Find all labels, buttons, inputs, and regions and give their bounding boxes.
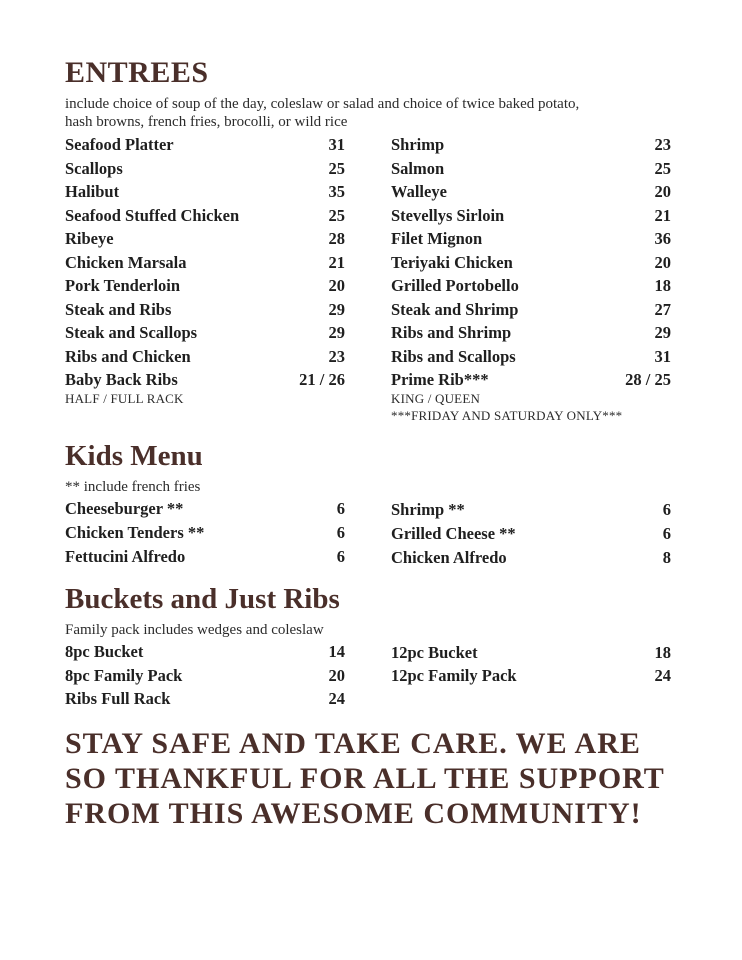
- item-price: 23: [654, 135, 671, 154]
- item-price: 18: [654, 276, 671, 295]
- item-name: Shrimp: [391, 135, 445, 154]
- item-name: Cheeseburger **: [65, 499, 184, 518]
- item-price: 31: [328, 135, 345, 154]
- prime-rib-availability-note: ***FRIDAY AND SATURDAY ONLY***: [391, 408, 623, 423]
- menu-item: [391, 370, 671, 392]
- item-price: 31: [654, 346, 671, 366]
- item-name: Seafood Stuffed Chicken: [65, 205, 240, 225]
- item-name: Grilled Cheese **: [391, 524, 516, 543]
- item-price: 29: [328, 323, 345, 342]
- buckets-title: Buckets and Just Ribs: [65, 583, 340, 615]
- menu-item: [65, 300, 345, 322]
- item-name: Chicken Tenders **: [65, 523, 205, 542]
- buckets-subtitle: Family pack includes wedges and coleslaw: [65, 622, 324, 638]
- menu-item: [65, 135, 345, 157]
- item-price: 20: [654, 182, 671, 201]
- item-price: 35: [328, 182, 345, 201]
- item-price: 18: [654, 643, 671, 662]
- item-price: 8: [662, 548, 671, 567]
- item-name: Prime Rib***: [391, 370, 489, 389]
- menu-item: [65, 323, 345, 345]
- item-name: Ribs and Shrimp: [391, 323, 512, 342]
- item-price: 6: [336, 499, 345, 518]
- menu-item: [65, 182, 345, 204]
- item-price: 28: [328, 229, 345, 248]
- item-price: 25: [328, 205, 345, 225]
- item-name: Seafood Platter: [65, 135, 174, 154]
- item-name: Walleye: [391, 182, 447, 201]
- item-name: 8pc Bucket: [65, 642, 144, 661]
- entrees-title: ENTREES: [65, 56, 209, 89]
- item-price: 21: [654, 205, 671, 225]
- entrees-subtitle-line1: include choice of soup of the day, coleslaw or salad and choice of twice baked potato,: [65, 96, 580, 112]
- menu-item: [391, 548, 671, 570]
- kids-menu-title: Kids Menu: [65, 440, 203, 472]
- closing-message: [65, 726, 705, 831]
- item-name: Filet Mignon: [391, 229, 483, 248]
- menu-item: [65, 347, 345, 369]
- item-name: Teriyaki Chicken: [391, 252, 513, 272]
- item-price: 20: [328, 666, 345, 685]
- menu-item: [65, 229, 345, 251]
- item-name: Chicken Alfredo: [391, 548, 507, 567]
- menu-item: [65, 666, 345, 688]
- entrees-subtitle-line2: hash browns, french fries, brocolli, or wild rice: [65, 114, 348, 130]
- item-price: 25: [328, 158, 345, 178]
- item-price: 24: [328, 689, 345, 708]
- menu-item: [391, 323, 671, 345]
- item-name: Steak and Scallops: [65, 323, 198, 342]
- item-price: 27: [654, 299, 671, 319]
- menu-item: [65, 159, 345, 181]
- item-name: Stevellys Sirloin: [391, 205, 505, 225]
- menu-item: [65, 523, 345, 545]
- item-name: Halibut: [65, 182, 120, 201]
- item-price: 14: [328, 642, 345, 661]
- menu-item: [391, 347, 671, 369]
- menu-item: [391, 182, 671, 204]
- item-price: 21: [328, 252, 345, 272]
- menu-item: [391, 253, 671, 275]
- menu-item: [65, 547, 345, 569]
- item-price: 29: [328, 299, 345, 319]
- closing-line-2: SO THANKFUL FOR ALL THE SUPPORT: [65, 762, 665, 795]
- item-name: Pork Tenderloin: [65, 276, 181, 295]
- menu-item: [391, 159, 671, 181]
- item-price: 6: [662, 500, 671, 519]
- item-name: Baby Back Ribs: [65, 370, 178, 389]
- item-price: 25: [654, 158, 671, 178]
- item-name: Ribs and Scallops: [391, 346, 516, 366]
- item-price: 23: [328, 346, 345, 366]
- menu-item: [391, 206, 671, 228]
- menu-item: [65, 689, 345, 711]
- item-price: 24: [654, 666, 671, 685]
- item-price: 20: [654, 252, 671, 272]
- item-name: Scallops: [65, 158, 123, 178]
- menu-item: [391, 524, 671, 546]
- item-name: Steak and Ribs: [65, 299, 172, 319]
- item-price: 36: [654, 229, 671, 248]
- item-name: 12pc Bucket: [391, 643, 478, 662]
- menu-item: [65, 370, 345, 392]
- kids-menu-subtitle: ** include french fries: [65, 479, 201, 495]
- item-name: Chicken Marsala: [65, 252, 187, 272]
- item-price: 20: [328, 276, 345, 295]
- menu-item: [391, 500, 671, 522]
- item-price: 6: [336, 523, 345, 542]
- menu-item: [65, 253, 345, 275]
- menu-item: [391, 643, 671, 665]
- item-price: 21 / 26: [299, 370, 345, 389]
- menu-item: [65, 499, 345, 521]
- menu-item: [391, 135, 671, 157]
- closing-line-3: FROM THIS AWESOME COMMUNITY!: [65, 797, 642, 830]
- menu-item: [391, 229, 671, 251]
- item-name: Steak and Shrimp: [391, 299, 519, 319]
- item-price: 6: [336, 547, 345, 566]
- menu-item: [391, 300, 671, 322]
- item-name: Grilled Portobello: [391, 276, 519, 295]
- baby-back-ribs-note: HALF / FULL RACK: [65, 391, 184, 406]
- item-price: 28 / 25: [625, 370, 671, 389]
- item-price: 29: [654, 323, 671, 342]
- item-name: Ribeye: [65, 229, 114, 248]
- prime-rib-size-note: KING / QUEEN: [391, 391, 481, 406]
- item-name: 12pc Family Pack: [391, 666, 517, 685]
- item-name: 8pc Family Pack: [65, 666, 183, 685]
- item-name: Shrimp **: [391, 500, 465, 519]
- closing-line-1: STAY SAFE AND TAKE CARE. WE ARE: [65, 727, 641, 760]
- menu-item: [391, 276, 671, 298]
- item-name: Ribs Full Rack: [65, 689, 171, 708]
- menu-item: [65, 642, 345, 664]
- item-name: Salmon: [391, 158, 445, 178]
- menu-item: [65, 206, 345, 228]
- item-price: 6: [662, 524, 671, 543]
- item-name: Ribs and Chicken: [65, 346, 191, 366]
- menu-item: [391, 666, 671, 688]
- item-name: Fettucini Alfredo: [65, 547, 186, 566]
- menu-item: [65, 276, 345, 298]
